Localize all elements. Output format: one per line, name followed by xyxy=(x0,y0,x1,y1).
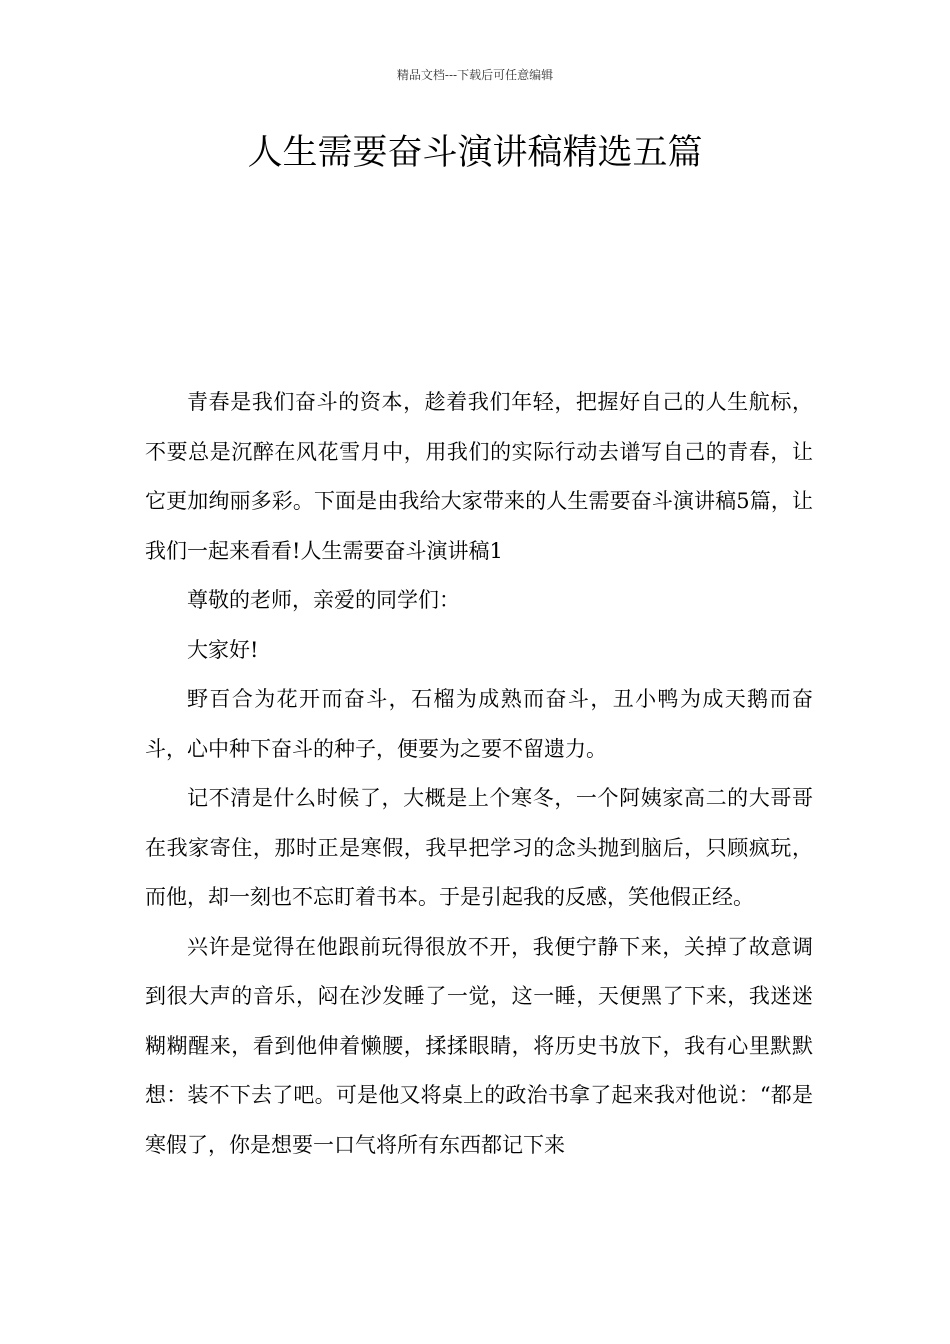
document-body xyxy=(145,378,813,1170)
paragraph-greeting: 大家好! xyxy=(187,637,259,662)
paragraph-memory: 记不清是什么时候了，大概是上个寒冬，一个阿姨家高二的大哥哥在我家寄住，那时正是寒假，我早把学习的念头抛到脑后，只顾疯玩，而他，却一刻也不忘盯着书本。于是引起我的反感，笑他假正经。 xyxy=(145,786,813,909)
paragraph-story: 兴许是觉得在他跟前玩得很放不开，我便宁静下来，关掉了故意调到很大声的音乐，闷在沙发睡了一觉，这一睡，天便黑了下来，我迷迷糊糊醒来，看到他伸着懒腰，揉揉眼睛，将历史书放下，我有心里默默想：装不下去了吧。可是他又将桌上的政治书拿了起来我对他说：“都是寒假了，你是想要一口气将所有东西都记下来 xyxy=(145,934,813,1157)
paragraph-intro: 青春是我们奋斗的资本，趁着我们年轻，把握好自己的人生航标，不要总是沉醉在风花雪月中，用我们的实际行动去谱写自己的青春，让它更加绚丽多彩。下面是由我给大家带来的人生需要奋斗演讲稿5篇，让我们一起来看看!人生需要奋斗演讲稿1 xyxy=(145,390,813,563)
document-title: 人生需要奋斗演讲稿精选五篇 xyxy=(247,133,703,173)
paragraph-lily: 野百合为花开而奋斗，石榴为成熟而奋斗，丑小鸭为成天鹅而奋斗，心中种下奋斗的种子，便要为之要不留遗力。 xyxy=(145,687,813,761)
paragraph-salutation: 尊敬的老师，亲爱的同学们： xyxy=(187,588,460,612)
header-note: 精品文档---下载后可任意编辑 xyxy=(396,68,554,82)
